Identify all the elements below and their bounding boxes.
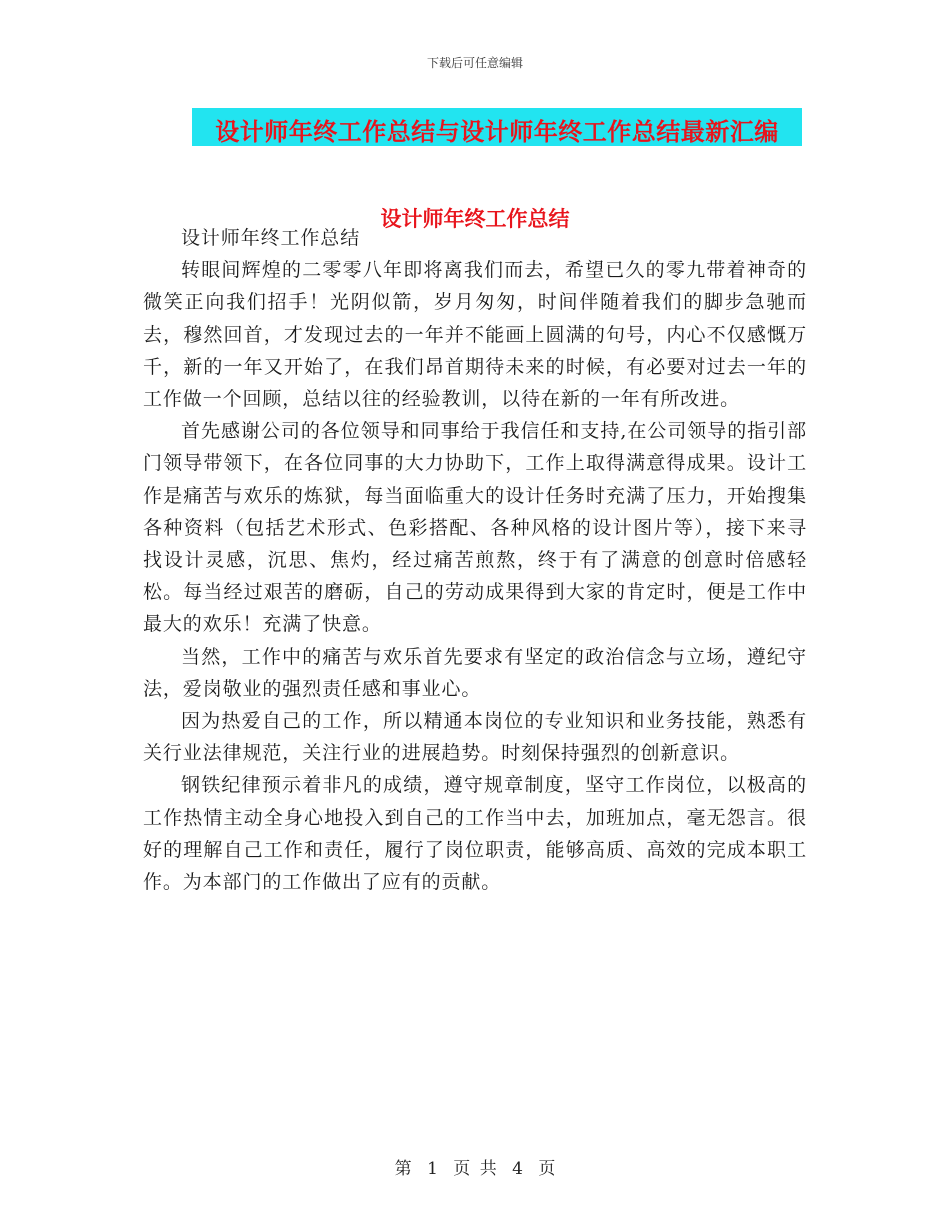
header-note: 下载后可任意编辑 (426, 56, 523, 70)
paragraph: 设计师年终工作总结 (181, 227, 361, 249)
paragraph: 当然，工作中的痛苦与欢乐首先要求有坚定的政治信念与立场，遵纪守法，爱岗敬业的强烈责任感和事业心。 (143, 645, 807, 700)
paragraph: 因为热爱自己的工作，所以精通本岗位的专业知识和业务技能，熟悉有关行业法律规范，关注行业的进展趋势。时刻保持强烈的创新意识。 (143, 710, 807, 765)
paragraph: 钢铁纪律预示着非凡的成绩，遵守规章制度，坚守工作岗位，以极高的工作热情主动全身心地投入到自己的工作当中去，加班加点，毫无怨言。很好的理解自己工作和责任，履行了岗位职责，能够高质、高效的完成本职工作。为本部门的工作做出了应有的贡献。 (143, 774, 807, 894)
section-title: 设计师年终工作总结 (380, 206, 570, 231)
page-mid: 页 共 (453, 1159, 497, 1179)
paragraph: 转眼间辉煌的二零零八年即将离我们而去，希望已久的零九带着神奇的微笑正向我们招手！光阴似箭，岁月匆匆，时间伴随着我们的脚步急驰而去，穆然回首，才发现过去的一年并不能画上圆满的句号，内心不仅感慨万千，新的一年又开始了，在我们昂首期待未来的时候，有必要对过去一年的工作做一个回顾，总结以往的经验教训，以待在新的一年有所改进。 (143, 259, 807, 411)
page-suffix: 页 (538, 1159, 556, 1179)
page-prefix: 第 (394, 1159, 412, 1179)
main-title: 设计师年终工作总结与设计师年终工作总结最新汇编 (215, 117, 779, 146)
document-body (143, 222, 807, 898)
page-total: 4 (512, 1159, 523, 1179)
page-number: 1 (427, 1159, 438, 1179)
page-footer (0, 1154, 950, 1179)
paragraph: 首先感谢公司的各位领导和同事给于我信任和支持,在公司领导的指引部门领导带领下，在各位同事的大力协助下，工作上取得满意得成果。设计工作是痛苦与欢乐的炼狱，每当面临重大的设计任务时充满了压力，开始搜集各种资料（包括艺术形式、色彩搭配、各种风格的设计图片等），接下来寻找设计灵感，沉思、焦灼，经过痛苦煎熬，终于有了满意的创意时倍感轻松。每当经过艰苦的磨砺，自己的劳动成果得到大家的肯定时，便是工作中最大的欢乐！充满了快意。 (143, 420, 807, 636)
